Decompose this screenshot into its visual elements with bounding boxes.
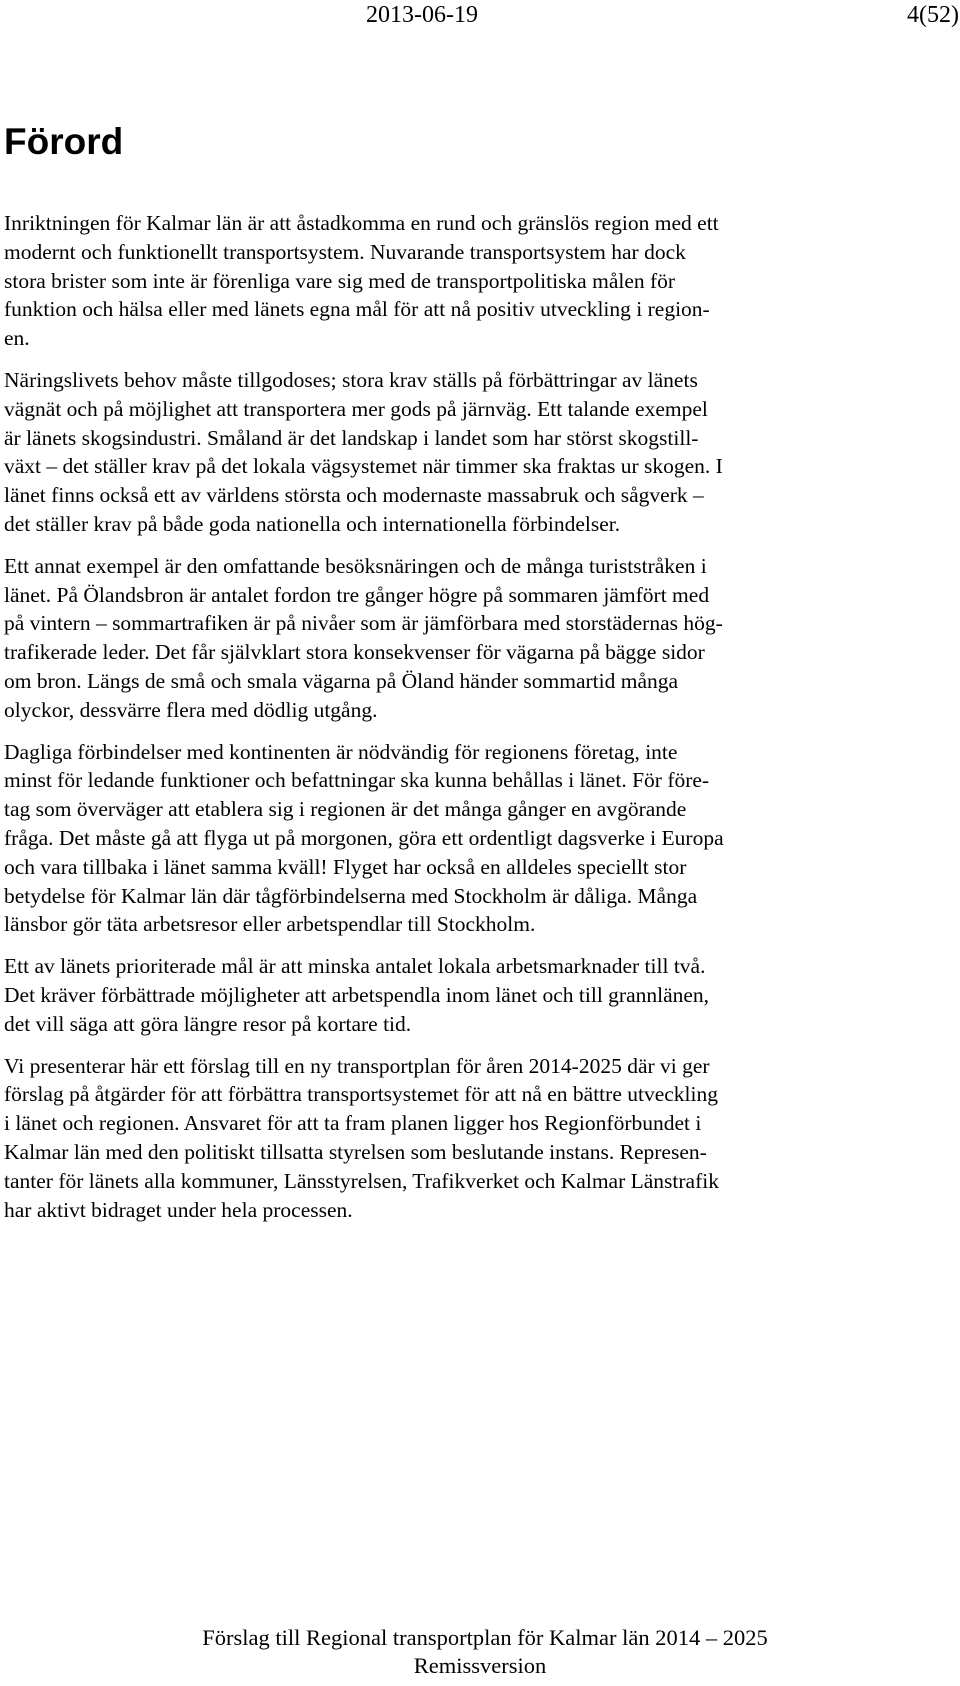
paragraph-line: trafikerade leder. Det får självklart stora konsekvenser för vägarna på bägge sidor [4,640,705,665]
paragraph-line: förslag på åtgärder för att förbättra transportsystemet för att nå en bättre utveckling [4,1082,718,1107]
paragraph-line: Ett av länets prioriterade mål är att minska antalet lokala arbetsmarknader till två. [4,954,706,979]
paragraph-line: minst för ledande funktioner och befattningar ska kunna behållas i länet. För före- [4,768,710,793]
paragraph-line: en. [4,326,30,351]
body-paragraph [4,552,954,725]
body-paragraph [4,1052,954,1225]
paragraph-line: länsbor gör täta arbetsresor eller arbetspendlar till Stockholm. [4,912,536,937]
paragraph-line: stora brister som inte är förenliga vare sig med de transportpolitiska målen för [4,268,676,293]
paragraph-line: olyckor, dessvärre flera med dödlig utgång. [4,697,378,722]
paragraph-line: länet finns också ett av världens största och modernaste massabruk och sågverk – [4,483,704,508]
paragraph-line: och vara tillbaka i länet samma kväll! Flyget har också en alldeles speciellt stor [4,854,687,879]
page-footer [0,1624,960,1680]
paragraph-line: tanter för länets alla kommuner, Länsstyrelsen, Trafikverket och Kalmar Länstrafik [4,1168,719,1193]
paragraph-line: funktion och hälsa eller med länets egna mål för att nå positiv utveckling i region- [4,297,710,322]
paragraph-line: om bron. Längs de små och smala vägarna på Öland händer sommartid många [4,668,679,693]
paragraph-line: Det kräver förbättrade möjligheter att arbetspendla inom länet och till grannlänen, [4,982,710,1007]
paragraph-line: Inriktningen för Kalmar län är att åstadkomma en rund och gränslös region med ett [4,211,719,235]
paragraph-line: tag som överväger att etablera sig i regionen är det många gånger en avgörande [4,797,687,822]
page-number: 4(52) [907,2,959,28]
body-text [4,209,954,1237]
paragraph-line: länet. På Ölandsbron är antalet fordon tre gånger högre på sommaren jämfört med [4,582,710,607]
footer-version: Remissversion [413,1653,547,1678]
footer-document-title: Förslag till Regional transportplan för Kalmar län 2014 – 2025 [202,1625,768,1650]
body-paragraph [4,209,954,353]
body-paragraph [4,366,954,539]
paragraph-line: Dagliga förbindelser med kontinenten är nödvändig för regionens företag, inte [4,739,678,764]
paragraph-line: i länet och regionen. Ansvaret för att ta fram planen ligger hos Regionförbundet i [4,1111,702,1136]
paragraph-line: på vintern – sommartrafiken är på nivåer som är jämförbara med storstädernas hög- [4,611,723,636]
paragraph-line: är länets skogsindustri. Småland är det landskap i landet som har störst skogstill- [4,425,699,450]
paragraph-line: växt – det ställer krav på det lokala vägsystemet när timmer ska fraktas ur skogen. I [4,454,723,479]
paragraph-line: Ett annat exempel är den omfattande besöksnäringen och de många turiststråken i [4,553,707,578]
body-paragraph [4,952,954,1038]
paragraph-line: betydelse för Kalmar län där tågförbindelserna med Stockholm är dåliga. Många [4,883,698,908]
paragraph-line: modernt och funktionellt transportsystem. Nuvarande transportsystem har dock [4,239,686,264]
paragraph-line: har aktivt bidraget under hela processen. [4,1197,353,1222]
page-header [0,0,960,40]
page-title: Förord [4,121,124,162]
paragraph-line: Vi presenterar här ett förslag till en ny transportplan för åren 2014-2025 där vi ger [4,1053,710,1078]
body-paragraph [4,738,954,940]
paragraph-line: det ställer krav på både goda nationella och internationella förbindelser. [4,511,621,536]
header-date: 2013-06-19 [366,2,478,28]
paragraph-line: Näringslivets behov måste tillgodoses; stora krav ställs på förbättringar av länets [4,367,698,392]
paragraph-line: vägnät och på möjlighet att transportera mer gods på järnväg. Ett talande exempel [4,396,708,421]
paragraph-line: fråga. Det måste gå att flyga ut på morgonen, göra ett ordentligt dagsverke i Europa [4,825,724,850]
paragraph-line: Kalmar län med den politiskt tillsatta styrelsen som beslutande instans. Represen- [4,1139,707,1164]
paragraph-line: det vill säga att göra längre resor på kortare tid. [4,1011,412,1036]
